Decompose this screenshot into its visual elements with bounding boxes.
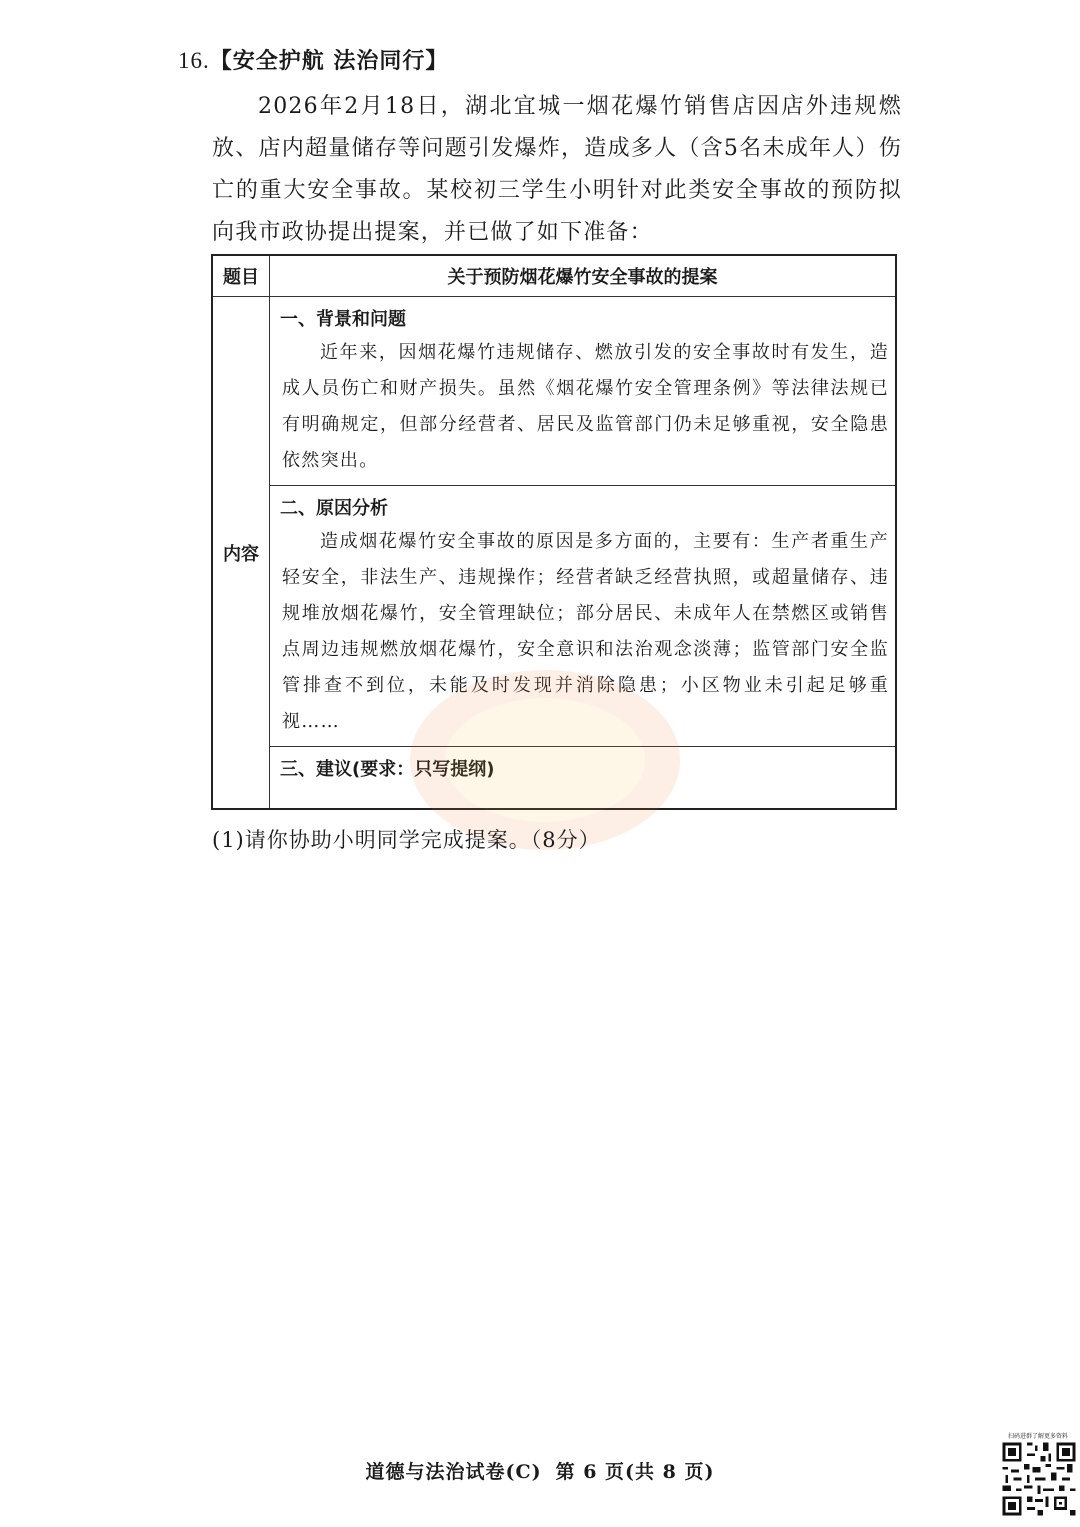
suggestions-cell[interactable] xyxy=(270,747,897,810)
section-heading-background: 一、背景和问题 xyxy=(280,309,406,330)
section-body-causes: 造成烟花爆竹安全事故的原因是多方面的，主要有：生产者重生产轻安全，非法生产、违规操作；经营者缺乏经营执照，或超量储存、违规堆放烟花爆竹，安全管理缺位；部分居民、未成年人在禁燃区或销售点周边违规燃放烟花爆竹，安全意识和法治观念淡薄；监管部门安全监管排查不到位，未能及时发现并消除隐患；小区物业未引起足够重视…… xyxy=(282,531,889,732)
exam-name: 道德与法治试卷(C) xyxy=(365,1461,542,1483)
page-number: 第 6 页(共 8 页) xyxy=(555,1461,715,1483)
title-label: 题目 xyxy=(212,255,270,297)
qr-caption: 扫码进群了解更多资料 xyxy=(1008,1433,1069,1440)
section-body-background: 近年来，因烟花爆竹违规储存、燃放引发的安全事故时有发生，造成人员伤亡和财产损失。虽然《烟花爆竹安全管理条例》等法律法规已有明确规定，但部分经营者、居民及监管部门仍未足够重视，安全隐患依然突出。 xyxy=(282,342,889,471)
question-theme: 【安全护航 法治同行】 xyxy=(209,49,449,74)
question-number: 16. xyxy=(178,48,210,73)
qr-code-icon[interactable] xyxy=(1000,1440,1078,1518)
question-intro: 2026年2月18日，湖北宜城一烟花爆竹销售店因店外违规燃放、店内超量储存等问题引发爆炸，造成多人（含5名未成年人）伤亡的重大安全事故。某校初三学生小明针对此类安全事故的预防拟向我市政协提出提案，并已做了如下准备： xyxy=(212,94,902,245)
page-footer xyxy=(0,1457,1080,1484)
proposal-table xyxy=(211,254,897,810)
proposal-title-row xyxy=(212,255,896,297)
proposal-section-causes xyxy=(212,486,896,747)
section-heading-suggestions: 三、建议(要求：只写提纲) xyxy=(280,759,495,780)
proposal-section-background xyxy=(212,297,896,486)
content-label: 内容 xyxy=(212,297,270,810)
proposal-title: 关于预防烟花爆竹安全事故的提案 xyxy=(270,255,897,297)
sub-question-1: (1)请你协助小明同学完成提案。（8分） xyxy=(212,828,601,852)
section-heading-causes: 二、原因分析 xyxy=(280,498,388,519)
question-title xyxy=(178,44,448,75)
background-cell xyxy=(270,297,897,486)
causes-cell xyxy=(270,486,897,747)
proposal-section-suggestions xyxy=(212,747,896,810)
